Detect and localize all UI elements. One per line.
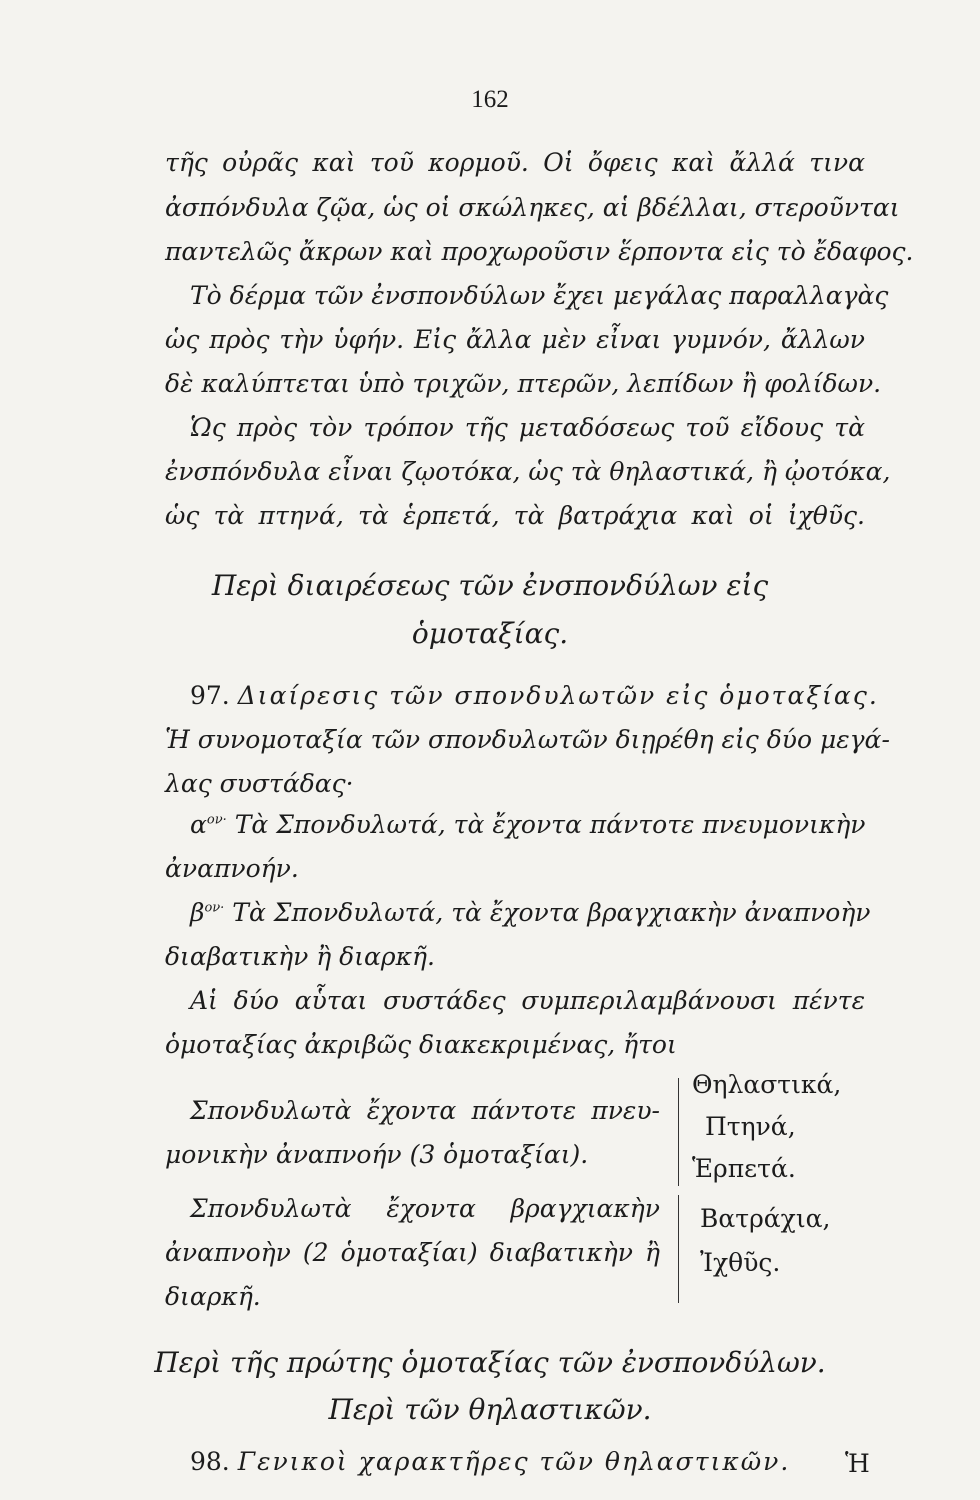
group-description-line: Σπονδυλωτὰ ἔχοντα βραγχιακὴν <box>190 1194 660 1223</box>
list-marker-superscript: ον· <box>204 900 225 916</box>
paragraph-line: Ἡ συνομοταξία τῶν σπονδυλωτῶν διῃρέθη εἰς δύο μεγά- <box>165 725 890 754</box>
page-number: 162 <box>471 86 509 113</box>
section-number: 97. <box>190 681 230 710</box>
class-name: Βατράχια, <box>700 1204 831 1233</box>
list-marker: β <box>190 898 205 927</box>
section-title-row <box>190 1449 865 1474</box>
paragraph-line: ὁμοταξίας ἀκριβῶς διακεκριμένας, ἤτοι <box>165 1030 677 1059</box>
paragraph-line: διαβατικὴν ἢ διαρκῆ. <box>165 942 435 971</box>
paragraph-line: ἀσπόνδυλα ζῷα, ὡς οἱ σκώληκες, αἱ βδέλλαι, στεροῦνται <box>165 193 900 222</box>
paragraph-line: Αἱ δύο αὗται συστάδες συμπεριλαμβάνουσι πέντε <box>190 986 865 1015</box>
group-description-line: ἀναπνοὴν (2 ὁμοταξίαι) διαβατικὴν ἢ <box>165 1238 660 1267</box>
group-description-line: διαρκῆ. <box>165 1282 261 1311</box>
section-title: Γενικοὶ χαρακτῆρες τῶν θηλαστικῶν. <box>237 1447 791 1476</box>
paragraph-line: ὡς τὰ πτηνά, τὰ ἑρπετά, τὰ βατράχια καὶ οἱ ἰχθῦς. <box>165 501 865 530</box>
paragraph-line: ἀναπνοήν. <box>165 854 299 883</box>
paragraph-line: λας συστάδας· <box>165 769 354 798</box>
list-item-b <box>190 898 871 927</box>
list-marker-superscript: ον· <box>206 812 227 828</box>
paragraph-line: ἐνσπόνδυλα εἶναι ζῳοτόκα, ὡς τὰ θηλαστικά, ἢ ᾠοτόκα, <box>165 457 891 486</box>
list-marker: α <box>190 810 207 839</box>
group-description-line: μονικὴν ἀναπνοήν (3 ὁμοταξίαι). <box>165 1140 589 1169</box>
paragraph-line: τῆς οὐρᾶς καὶ τοῦ κορμοῦ. Οἱ ὄφεις καὶ ἄλλά τινα <box>165 148 865 177</box>
list-item-text: Τὰ Σπονδυλωτά, τὰ ἔχοντα βραγχιακὴν ἀναπνοὴν <box>232 898 871 927</box>
section-number: 98. <box>190 1447 230 1476</box>
paragraph-line: Ὡς πρὸς τὸν τρόπον τῆς μεταδόσεως τοῦ εἴδους τὰ <box>190 413 865 442</box>
paragraph-line: Τὸ δέρμα τῶν ἐνσπονδύλων ἔχει μεγάλας παραλλαγὰς <box>190 281 889 310</box>
curly-brace <box>678 1078 679 1186</box>
group-description-line: Σπονδυλωτὰ ἔχοντα πάντοτε πνευ- <box>190 1096 660 1125</box>
section-heading: Περὶ διαιρέσεως τῶν ἐνσπονδύλων εἰς <box>211 569 769 602</box>
section-heading: Περὶ τῆς πρώτης ὁμοταξίας τῶν ἐνσπονδύλων. <box>154 1346 826 1379</box>
section-heading: Περὶ τῶν θηλαστικῶν. <box>328 1393 652 1426</box>
curly-brace <box>678 1195 679 1303</box>
class-name: Θηλαστικά, <box>692 1070 842 1099</box>
section-title-row <box>190 681 879 710</box>
section-heading: ὁμοταξίας. <box>411 617 569 650</box>
paragraph-line: ὡς πρὸς τὴν ὑφήν. Εἰς ἄλλα μὲν εἶναι γυμνόν, ἄλλων <box>165 325 865 354</box>
class-name: Πτηνά, <box>705 1112 796 1141</box>
continuation-word: Ἡ <box>845 1449 870 1478</box>
class-name: Ἑρπετά. <box>692 1154 796 1183</box>
section-title: Διαίρεσις τῶν σπονδυλωτῶν εἰς ὁμοταξίας. <box>237 681 879 710</box>
list-item-a <box>190 812 865 837</box>
class-name: Ἰχθῦς. <box>700 1248 781 1277</box>
paragraph-line: δὲ καλύπτεται ὑπὸ τριχῶν, πτερῶν, λεπίδων ἢ φολίδων. <box>165 369 882 398</box>
list-item-text: Τὰ Σπονδυλωτά, τὰ ἔχοντα πάντοτε πνευμονικὴν <box>234 810 866 839</box>
paragraph-line: παντελῶς ἄκρων καὶ προχωροῦσιν ἕρποντα εἰς τὸ ἔδαφος. <box>165 237 914 266</box>
